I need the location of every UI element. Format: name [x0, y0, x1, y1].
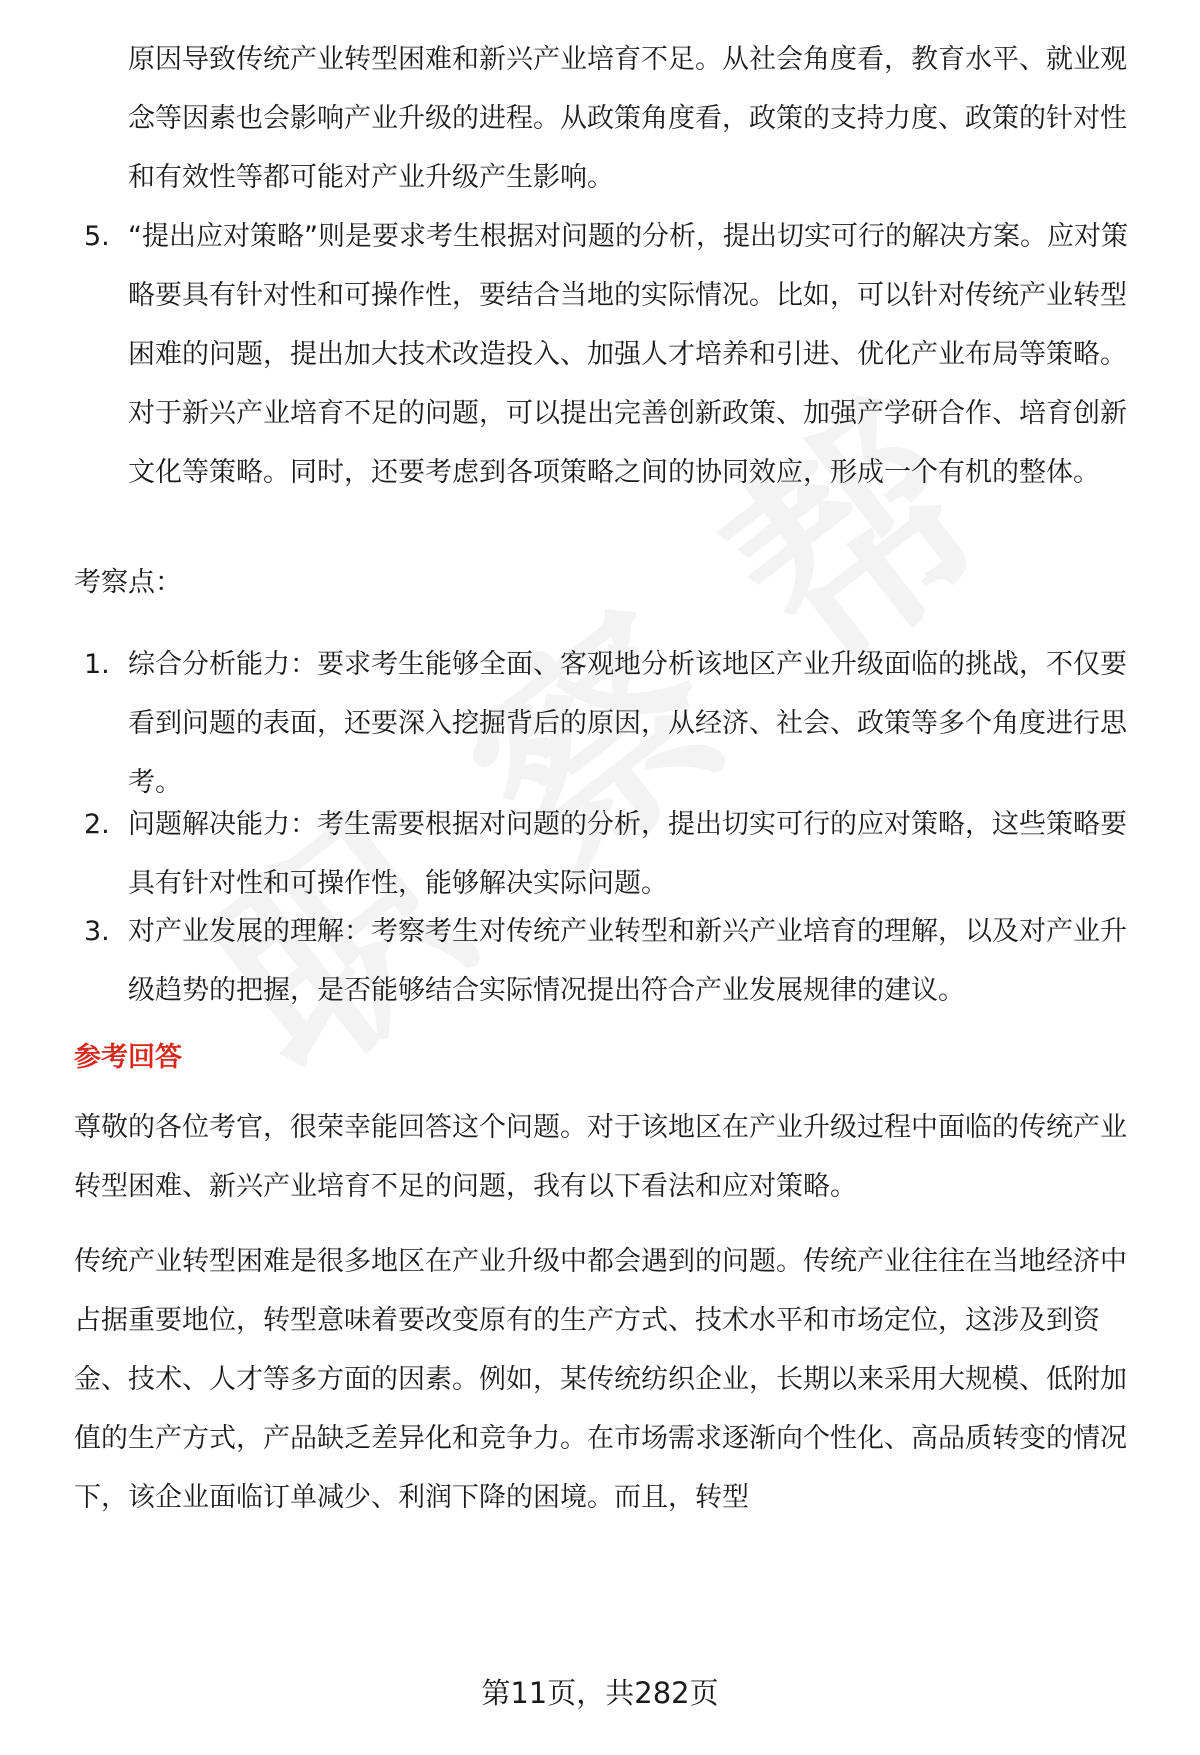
list-number: 3.: [84, 916, 110, 947]
list-item-text: 对产业发展的理解：考察考生对传统产业转型和新兴产业培育的理解，以及对产业升级趋势的把握，是否能够结合实际情况提出符合产业发展规律的建议。: [128, 916, 1127, 1006]
reference-paragraph-1: 尊敬的各位考官，很荣幸能回答这个问题。对于该地区在产业升级过程中面临的传统产业转型困难、新兴产业培育不足的问题，我有以下看法和应对策略。: [74, 1112, 1127, 1202]
continuation-paragraph: 原因导致传统产业转型困难和新兴产业培育不足。从社会角度看，教育水平、就业观念等因素也会影响产业升级的进程。从政策角度看，政策的支持力度、政策的针对性和有效性等都可能对产业升级产生影响。: [128, 44, 1127, 193]
exam-points-title: 考察点：: [74, 567, 182, 598]
list-number: 5.: [84, 221, 110, 252]
list-number: 2.: [84, 809, 110, 840]
page-footer: 第11页，共282页: [481, 1676, 719, 1710]
exam-point-item-1: [84, 635, 1144, 812]
exam-point-item-3: [84, 902, 1144, 1020]
list-number: 1.: [84, 649, 110, 680]
list-item-5: [84, 207, 1144, 502]
list-item-text: 综合分析能力：要求考生能够全面、客观地分析该地区产业升级面临的挑战，不仅要看到问题的表面，还要深入挖掘背后的原因，从经济、社会、政策等多个角度进行思考。: [128, 649, 1127, 798]
list-item-text: 问题解决能力：考生需要根据对问题的分析，提出切实可行的应对策略，这些策略要具有针对性和可操作性，能够解决实际问题。: [128, 809, 1127, 899]
reference-paragraph-2: 传统产业转型困难是很多地区在产业升级中都会遇到的问题。传统产业往往在当地经济中占据重要地位，转型意味着要改变原有的生产方式、技术水平和市场定位，这涉及到资金、技术、人才等多方面的因素。例如，某传统纺织企业，长期以来采用大规模、低附加值的生产方式，产品缺乏差异化和竞争力。在市场需求逐渐向个性化、高品质转变的情况下，该企业面临订单减少、利润下降的困境。而且，转型: [74, 1246, 1127, 1513]
exam-point-item-2: [84, 795, 1144, 913]
list-item-text: “提出应对策略”则是要求考生根据对问题的分析，提出切实可行的解决方案。应对策略要具有针对性和可操作性，要结合当地的实际情况。比如，可以针对传统产业转型困难的问题，提出加大技术改造投入、加强人才培养和引进、优化产业布局等策略。对于新兴产业培育不足的问题，可以提出完善创新政策、加强产学研合作、培育创新文化等策略。同时，还要考虑到各项策略之间的协同效应，形成一个有机的整体。: [128, 221, 1128, 488]
reference-answer-heading: 参考回答: [74, 1042, 182, 1073]
